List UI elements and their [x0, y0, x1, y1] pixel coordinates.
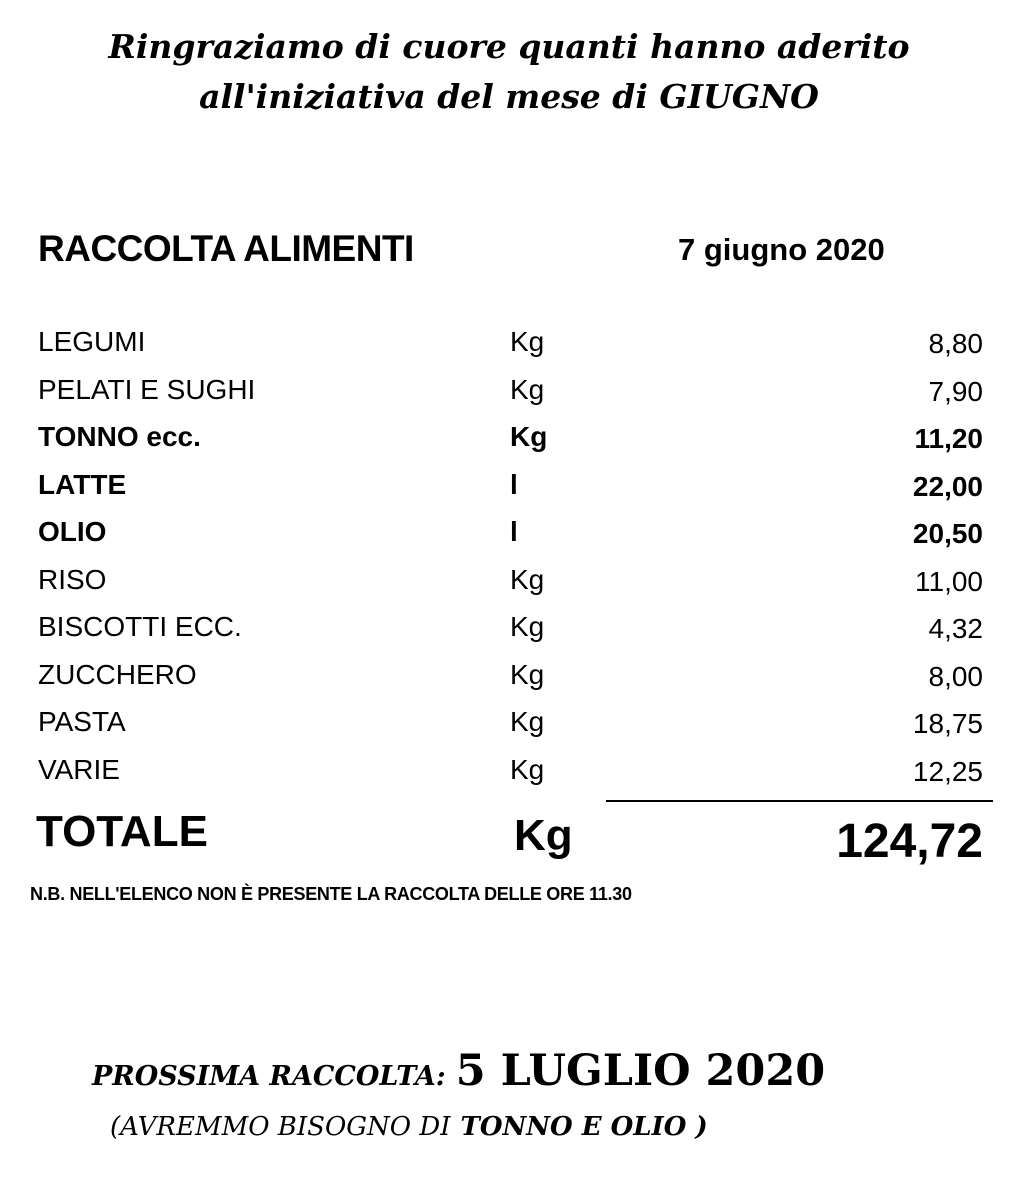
needed-items: TONNO E OLIO ) — [460, 1112, 708, 1142]
thanks-line-1: Ringraziamo di cuore quanti hanno aderito — [108, 27, 910, 66]
item-unit: Kg — [510, 706, 545, 737]
item-name: OLIO — [38, 516, 107, 547]
thanks-line-2: all'iniziativa del mese di GIUGNO — [199, 77, 819, 116]
item-name: LEGUMI — [38, 326, 146, 357]
list-item — [38, 366, 983, 414]
thanks-heading — [0, 22, 1018, 122]
next-collection — [92, 1046, 992, 1110]
list-item — [38, 698, 983, 746]
next-collection-label: PROSSIMA RACCOLTA: — [92, 1061, 446, 1092]
list-item — [38, 461, 983, 509]
list-item — [38, 508, 983, 556]
list-item — [38, 556, 983, 604]
item-quantity: 7,90 — [928, 375, 983, 407]
item-unit: Kg — [510, 421, 548, 452]
item-name: LATTE — [38, 468, 127, 500]
list-item — [38, 603, 983, 651]
item-quantity: 8,80 — [928, 328, 983, 359]
item-name: PASTA — [38, 706, 126, 737]
item-name: ZUCCHERO — [38, 658, 197, 690]
next-collection-date: 5 LUGLIO 2020 — [455, 1046, 826, 1096]
item-unit: Kg — [510, 658, 545, 690]
item-quantity: 12,25 — [912, 755, 983, 787]
total-label: TOTALE — [36, 807, 208, 856]
item-name: VARIE — [38, 753, 120, 785]
footnote: N.B. NELL'ELENCO NON È PRESENTE LA RACCOLTA DELLE ORE 11.30 — [30, 884, 632, 904]
item-unit: Kg — [510, 373, 545, 405]
item-name: TONNO ecc. — [38, 421, 201, 452]
needed-items-prefix: (AVREMMO BISOGNO DI — [110, 1112, 451, 1142]
collection-header — [38, 228, 983, 278]
total-value: 124,72 — [836, 815, 983, 868]
item-quantity: 4,32 — [928, 613, 983, 644]
item-unit: l — [510, 468, 518, 500]
collection-title: RACCOLTA ALIMENTI — [38, 228, 414, 269]
item-unit: Kg — [510, 326, 545, 357]
list-item — [38, 318, 983, 366]
item-unit: Kg — [510, 611, 545, 642]
total-unit: Kg — [514, 811, 573, 860]
list-item — [38, 651, 983, 699]
item-unit: Kg — [510, 563, 545, 595]
item-quantity: 18,75 — [912, 708, 983, 739]
item-unit: l — [510, 516, 518, 547]
item-quantity: 22,00 — [912, 470, 983, 502]
item-name: PELATI E SUGHI — [38, 373, 256, 405]
item-name: RISO — [38, 563, 107, 595]
total-row — [36, 802, 983, 874]
list-item — [38, 413, 983, 461]
list-item — [38, 746, 983, 794]
needed-items-note — [110, 1112, 708, 1142]
item-quantity: 8,00 — [928, 660, 983, 692]
item-quantity: 11,20 — [914, 423, 983, 454]
items-list — [38, 318, 983, 793]
item-quantity: 20,50 — [912, 518, 983, 549]
item-unit: Kg — [510, 753, 545, 785]
collection-date: 7 giugno 2020 — [678, 232, 885, 267]
item-name: BISCOTTI ECC. — [38, 611, 242, 642]
item-quantity: 11,00 — [915, 565, 983, 597]
